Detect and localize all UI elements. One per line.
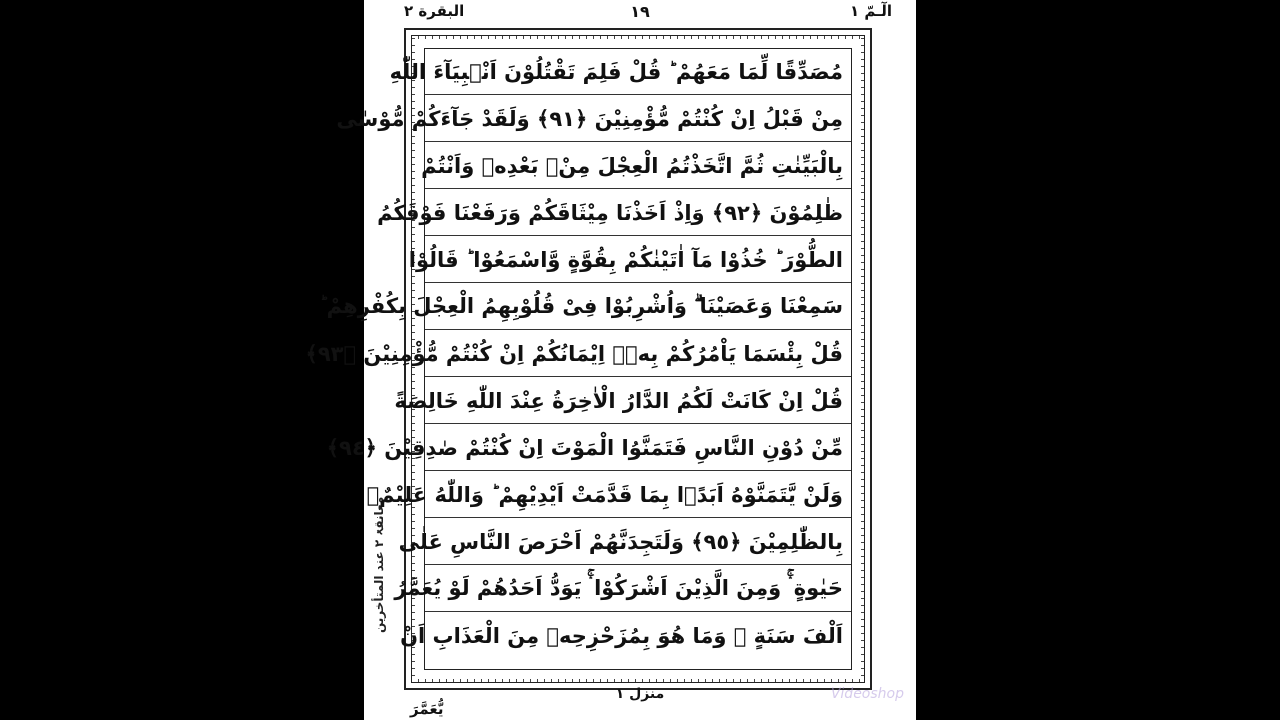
verse-text: مِّنْ دُوْنِ النَّاسِ فَتَمَنَّوُا الْمَوْتَ اِنْ كُنْتُمْ صٰدِقِيْنَ ﴿٩٤﴾ bbox=[326, 435, 843, 460]
watermark: Videoshop bbox=[830, 686, 904, 702]
verse-text: مُصَدِّقًا لِّمَا مَعَهُمْ ؕ قُلْ فَلِمَ تَقْتُلُوْنَ اَنْۢبِيَآءَ اللّٰهِ bbox=[389, 59, 843, 84]
verse-line bbox=[389, 49, 851, 95]
verse-text: وَلَنْ يَّتَمَنَّوْهُ اَبَدًۢا بِمَا قَدَّمَتْ اَيْدِيْهِمْ ؕ وَاللّٰهُ عَلِيْمٌۢ bbox=[366, 482, 843, 507]
verse-line bbox=[336, 96, 851, 142]
verse-line bbox=[326, 425, 851, 471]
verse-text: قُلْ بِئْسَمَا يَاْمُرُكُمْ بِهٖۤ اِيْمَانُكُمْ اِنْ كُنْتُمْ مُّؤْمِنِيْنَ ﴿٩٣﴾ bbox=[305, 341, 843, 366]
verse-text: ظٰلِمُوْنَ ﴿٩٢﴾ وَاِذْ اَخَذْنَا مِيْثَاقَكُمْ وَرَفَعْنَا فَوْقَكُمُ bbox=[377, 200, 843, 225]
juz-header: الٓـمّ ١ bbox=[849, 2, 892, 20]
verse-line bbox=[305, 331, 851, 377]
verse-text: بِالظّٰلِمِيْنَ ﴿٩٥﴾ وَلَتَجِدَنَّهُمْ اَحْرَصَ النَّاسِ عَلٰى bbox=[398, 529, 843, 554]
verse-line bbox=[319, 284, 851, 330]
verse-text: بِالْبَيِّنٰتِ ثُمَّ اتَّخَذْتُمُ الْعِجْلَ مِنْۢ بَعْدِهٖ وَاَنْتُمْ bbox=[421, 153, 843, 178]
mushaf-page bbox=[305, 0, 916, 720]
verse-line bbox=[366, 472, 851, 518]
catchword: يُّعَمَّرَ bbox=[410, 700, 444, 718]
verse-text: قُلْ اِنْ كَانَتْ لَكُمُ الدَّارُ الْاٰخِرَةُ عِنْدَ اللّٰهِ خَالِصَةً bbox=[394, 388, 843, 413]
verse-text: الطُّوْرَ ؕ خُذُوْا مَآ اٰتَيْنٰكُمْ بِقُوَّةٍ وَّاسْمَعُوْا ؕ قَالُوْا bbox=[408, 247, 843, 272]
verse-text: مِنْ قَبْلُ اِنْ كُنْتُمْ مُّؤْمِنِيْنَ ﴿٩١﴾ وَلَقَدْ جَآءَكُمْ مُّوْسٰى bbox=[336, 106, 843, 131]
manzil-marker: منزل ١ bbox=[615, 686, 665, 702]
verse-text: اَلْفَ سَنَةٍ ۚ وَمَا هُوَ بِمُزَحْزِحِهٖ مِنَ الْعَذَابِ اَنْ bbox=[400, 624, 843, 648]
verse-line bbox=[377, 190, 851, 236]
verse-line bbox=[394, 566, 851, 612]
page-number: ١٩ bbox=[630, 2, 650, 21]
verse-line bbox=[400, 613, 851, 659]
surah-header: البقرة ٢ bbox=[404, 2, 465, 20]
margin-note: معانقۃ ٢ عند المتأخرین bbox=[372, 496, 386, 634]
verse-line bbox=[394, 378, 851, 424]
verse-line bbox=[421, 143, 851, 189]
verse-text: سَمِعْنَا وَعَصَيْنَا ۗ وَاُشْرِبُوْا فِىْ قُلُوْبِهِمُ الْعِجْلَ بِكُفْرِهِمْ ؕ bbox=[319, 294, 843, 318]
verse-line bbox=[398, 519, 851, 565]
verse-text: حَيٰوةٍ ۛۚ وَمِنَ الَّذِيْنَ اَشْرَكُوْا ۛۚ يَوَدُّ اَحَدُهُمْ لَوْ يُعَمَّرُ bbox=[394, 576, 843, 600]
verse-line bbox=[408, 237, 851, 283]
